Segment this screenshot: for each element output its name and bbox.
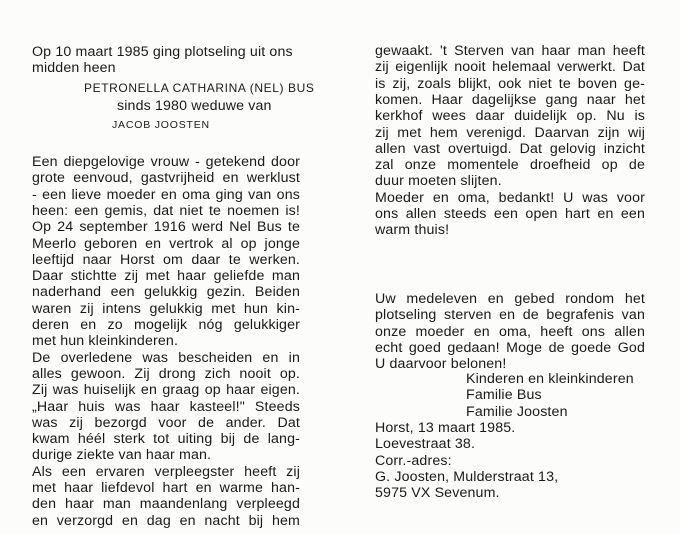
deceased-name: PETRONELLA CATHARINA (NEL) BUS [84,81,315,95]
left-body-line: De overledene was bescheiden en in [32,349,300,366]
address-line: Loevestraat 38. [375,436,476,453]
thanks-line: U daarvoor belonen! [375,356,507,373]
left-body-line: was zij bezorgd voor de ander. Dat [32,414,300,431]
left-body-line: Daar stichtte zij met haar geliefde man [32,268,300,285]
right-body-line: is zij, zoals blijkt, ook niet te boven ge- [375,75,645,92]
right-body-line: ons allen steeds een open hart en een [375,206,645,222]
right-body-line: gewaakt. 't Sterven van haar man heeft [375,43,645,59]
right-body-line: zal onze momentele droefheid op de [375,157,645,174]
right-body-line: allen vast overtuigd. Dat gelovig inzicht [375,140,645,157]
left-body-line: naderhand een gelukkig gezin. Beiden [32,284,300,301]
left-body-line: kwam héél sterk tot uiting bij de lang- [32,431,300,448]
signature-line: Familie Bus [466,387,542,404]
left-body-line: alles gewoon. Zij drong zich nooit op. [32,365,300,382]
left-body-line: Meerlo geboren en vertrok al op jonge [32,235,300,252]
header-line-2: midden heen [32,60,116,76]
left-body-line: Als een ervaren verpleegster heeft zij [32,463,300,480]
right-body-line: zij eigenlijk nooit helemaal verwerkt. Dat [375,59,645,76]
address-line: Horst, 13 maart 1985. [375,420,516,436]
left-body-line: durige ziekte van haar man. [32,447,212,464]
right-body-line: warm thuis! [375,222,450,239]
left-body-line: deren en zo mogelijk nóg gelukkiger [32,317,300,333]
right-body-line: kerkhof wees daar duidelijk op. Nu is [375,108,645,125]
signature-line: Familie Joosten [466,403,568,420]
left-body-line: Op 24 september 1916 werd Nel Bus te [32,219,300,236]
left-body-line: grote eenvoud, gastvrijheid en werklust [32,170,300,187]
address-line: 5975 VX Sevenum. [375,485,500,502]
address-line: Corr.-adres: [375,452,452,469]
left-body-line: waren zij intens gelukkig met hun kin- [32,300,300,317]
husband-name: JACOB JOOSTEN [112,119,210,131]
left-body-line: - een lieve moeder en oma ging van ons [32,186,300,203]
right-body-line: zij met hem verenigd. Daarvan zijn wij [375,124,645,141]
thanks-line: plotseling sterven en de begrafenis van [375,307,645,324]
thanks-line: echt goed gedaan! Moge de goede God [375,339,645,356]
left-body-line: leeftijd naar Horst om daar te werken. [32,251,300,268]
left-body-line: heen: een gemis, dat niet te noemen is! [32,202,300,219]
left-body-line: met haar liefdevol hart en warme han- [32,480,300,496]
right-body-line: komen. Haar dagelijkse gang naar het [375,91,645,108]
widow-of-label: sinds 1980 weduwe van [117,98,272,114]
left-body-line: met hun kleinkinderen. [32,333,179,350]
right-body-line: Moeder en oma, bedankt! U was voor [375,189,645,206]
header-line-1: Op 10 maart 1985 ging plotseling uit ons [32,44,293,60]
right-body-line: duur moeten slijten. [375,173,502,190]
left-body-line: „Haar huis was haar kasteel!" Steeds [32,398,300,415]
thanks-line: Uw medeleven en gebed rondom het [375,291,645,307]
signature-line: Kinderen en kleinkinderen [466,371,634,387]
left-body-line: den haar man maandenlang verpleegd [32,496,300,513]
thanks-line: onze moeder en oma, heeft ons allen [375,323,645,340]
left-body-line: Een diepgelovige vrouw - getekend door [32,154,300,170]
left-body-line: Zij was huiselijk en graag op haar eigen. [32,382,300,399]
left-body-line: en verzorgd en dag en nacht bij hem [32,512,300,529]
address-line: G. Joosten, Mulderstraat 13, [375,468,559,485]
